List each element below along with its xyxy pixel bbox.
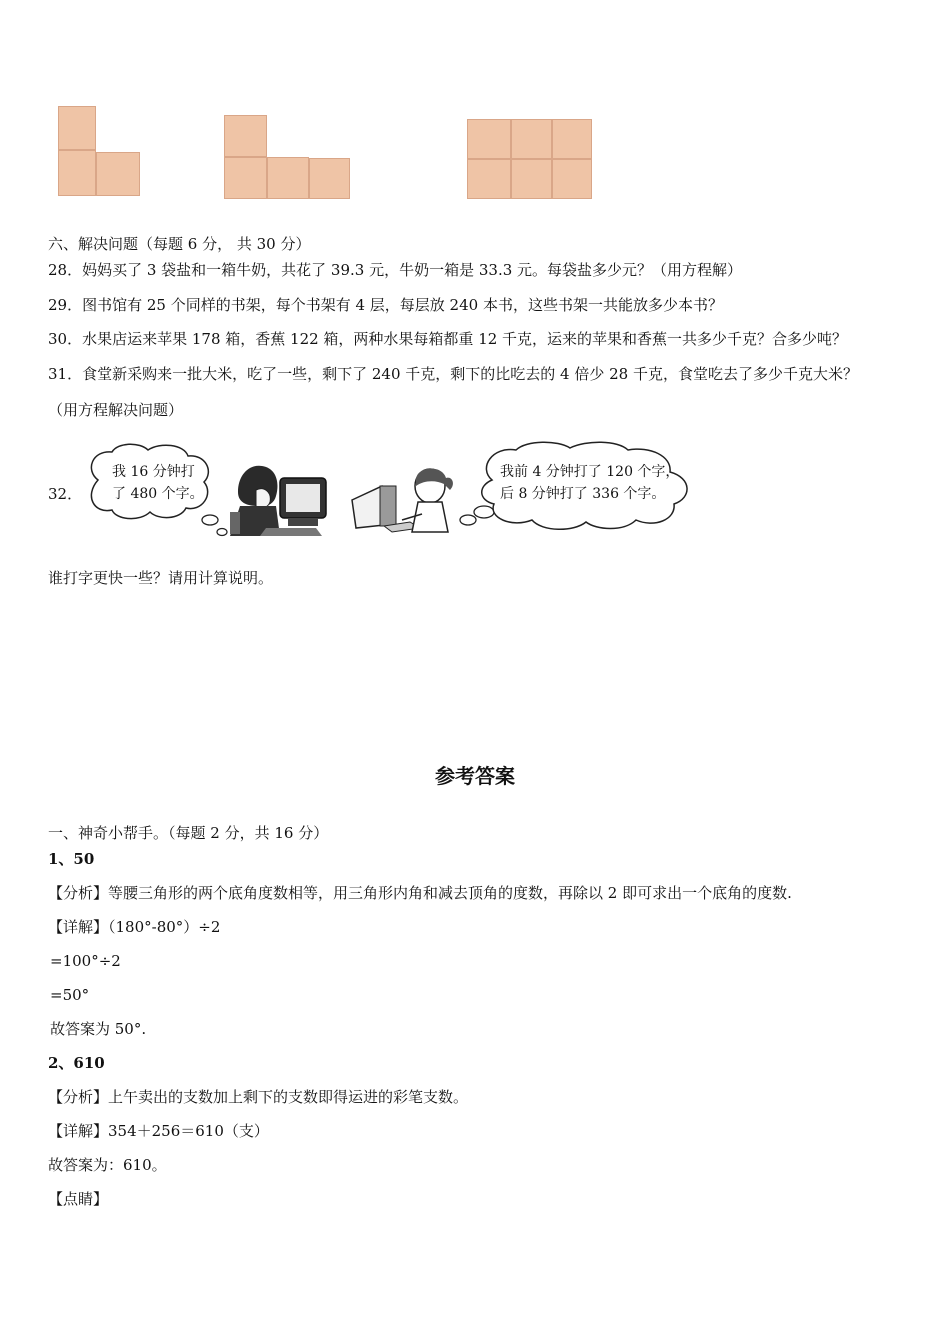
question-31-note: （用方程解决问题） <box>48 401 184 419</box>
square-cell <box>96 152 140 196</box>
section6-title: 六、解决问题（每题 6 分， 共 30 分） <box>48 235 311 253</box>
answer-2-analysis: 【分析】上午卖出的支数加上剩下的支数即得运进的彩笔支数。 <box>48 1088 469 1106</box>
square-cell <box>224 115 267 157</box>
square-cell <box>467 159 511 199</box>
answer-2-number: 2、610 <box>48 1054 105 1072</box>
question-28: 28．妈妈买了 3 袋盐和一箱牛奶，共花了 39.3 元，牛奶一箱是 33.3 元。每袋盐多少元？（用方程解） <box>48 261 743 279</box>
bubble-right-line-2: 后 8 分钟打了 336 个字。 <box>500 486 666 502</box>
question-32-text: 谁打字更快一些？请用计算说明。 <box>48 569 274 587</box>
answer-1-number: 1、50 <box>48 850 95 868</box>
question-30: 30．水果店运来苹果 178 箱，香蕉 122 箱，两种水果每箱都重 12 千克，运来的苹果和香蕉一共多少千克？合多少吨？ <box>48 330 848 348</box>
question-31: 31．食堂新采购来一批大米，吃了一些，剩下了 240 千克，剩下的比吃去的 4 倍少 28 千克，食堂吃去了多少千克大米？ <box>48 365 858 383</box>
square-cell <box>309 158 350 199</box>
answers-section1-title: 一、神奇小帮手。（每题 2 分，共 16 分） <box>48 824 329 842</box>
bubble-left-line-2: 了 480 个字。 <box>112 486 204 502</box>
answers-heading: 参考答案 <box>435 764 515 788</box>
answer-1-step-1: =100°÷2 <box>50 952 121 970</box>
question-32-label: 32． <box>48 485 83 503</box>
boy-figure <box>230 466 280 536</box>
bubble-right-line-1: 我前 4 分钟打了 120 个字， <box>500 464 680 480</box>
answer-1-step-2: =50° <box>50 986 90 1004</box>
square-cell <box>552 159 592 199</box>
square-cell <box>511 119 552 159</box>
answer-2-conclusion: 故答案为：610。 <box>48 1156 167 1174</box>
square-cell <box>552 119 592 159</box>
bubble-left-line-1: 我 16 分钟打 <box>112 464 195 480</box>
answer-2-comment: 【点睛】 <box>48 1190 109 1208</box>
computer-right <box>352 486 420 532</box>
square-cell <box>224 157 267 199</box>
answer-1-conclusion: 故答案为 50°. <box>50 1020 147 1038</box>
square-cell <box>58 150 96 196</box>
question-29: 29．图书馆有 25 个同样的书架，每个书架有 4 层，每层放 240 本书，这些书架一共能放多少本书？ <box>48 296 723 314</box>
answer-2-detail: 【详解】354＋256＝610（支） <box>48 1122 269 1140</box>
square-cell <box>511 159 552 199</box>
answer-1-analysis: 【分析】等腰三角形的两个底角度数相等，用三角形内角和减去顶角的度数，再除以 2 即可求出一个底角的度数. <box>48 884 792 902</box>
answer-1-detail: 【详解】（180°-80°）÷2 <box>48 918 221 936</box>
square-cell <box>58 106 96 150</box>
square-cell <box>467 119 511 159</box>
square-cell <box>267 157 309 199</box>
